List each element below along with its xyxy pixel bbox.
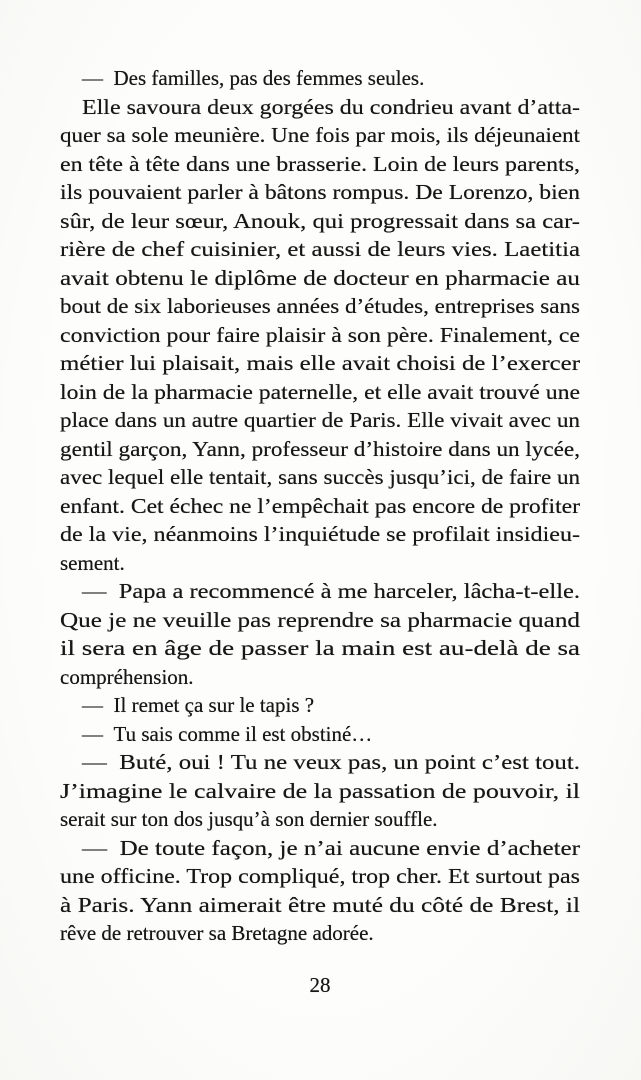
text-line: conviction pour faire plaisir à son père. Finalement, ce bbox=[60, 322, 580, 347]
text-line: métier lui plaisait, mais elle avait choisi de l’exercer bbox=[60, 351, 580, 375]
text-line: ils pouvaient parler à bâtons rompus. De Lorenzo, bien bbox=[60, 180, 580, 204]
text-line: sûr, de leur sœur, Anouk, qui progressait dans sa car- bbox=[60, 208, 580, 233]
text-line: gentil garçon, Yann, professeur d’histoire dans un lycée, bbox=[60, 436, 580, 461]
text-line: avait obtenu le diplôme de docteur en pharmacie au bbox=[60, 265, 580, 290]
text-line: Elle savoura deux gorgées du condrieu avant d’atta- bbox=[82, 94, 580, 119]
text-line: J’imagine le calvaire de la passation de pouvoir, il bbox=[60, 778, 580, 803]
text-line: enfant. Cet échec ne l’empêchait pas encore de profiter bbox=[60, 493, 580, 518]
text-line: à Paris. Yann aimerait être muté du côté de Brest, il bbox=[60, 892, 580, 917]
text-line: Que je ne veuille pas reprendre sa pharmacie quand bbox=[60, 607, 580, 632]
text-line: — Des familles, pas des femmes seules. bbox=[82, 66, 425, 90]
paragraph bbox=[60, 834, 580, 948]
text-line: loin de la pharmacie paternelle, et elle avait trouvé une bbox=[60, 379, 580, 404]
text-line: bout de six laborieuses années d’études, entreprises sans bbox=[60, 294, 580, 318]
text-line: une officine. Trop compliqué, trop cher. Et surtout pas bbox=[60, 864, 580, 888]
text-line: sement. bbox=[60, 550, 125, 575]
text-line: quer sa sole meunière. Une fois par mois, ils déjeunaient bbox=[60, 123, 580, 147]
paragraph bbox=[60, 93, 580, 578]
text-line: de la vie, néanmoins l’inquiétude se profilait insidieu- bbox=[60, 522, 580, 546]
paragraph bbox=[60, 748, 580, 834]
text-line: serait sur ton dos jusqu’à son dernier souffle. bbox=[60, 807, 438, 831]
paragraph bbox=[60, 720, 580, 749]
text-line: rière de chef cuisinier, et aussi de leurs vies. Laetitia bbox=[60, 237, 580, 261]
text-line: — Buté, oui ! Tu ne veux pas, un point c’est tout. bbox=[82, 750, 580, 774]
text-line: rêve de retrouver sa Bretagne adorée. bbox=[60, 921, 374, 945]
page-number: 28 bbox=[309, 973, 331, 997]
text-line: — Papa a recommencé à me harceler, lâcha-t-elle. bbox=[82, 579, 580, 603]
page-text bbox=[60, 64, 580, 948]
text-line: il sera en âge de passer la main est au-delà de sa bbox=[60, 636, 580, 660]
text-line: compréhension. bbox=[60, 664, 194, 689]
text-line: en tête à tête dans une brasserie. Loin de leurs parents, bbox=[60, 151, 580, 176]
paragraph bbox=[60, 64, 580, 93]
text-line: — Tu sais comme il est obstiné… bbox=[82, 721, 373, 746]
paragraph bbox=[60, 577, 580, 691]
text-line: place dans un autre quartier de Paris. Elle vivait avec un bbox=[60, 408, 580, 432]
paragraph bbox=[60, 691, 580, 720]
text-line: — De toute façon, je n’ai aucune envie d’acheter bbox=[82, 835, 580, 860]
text-line: — Il remet ça sur le tapis ? bbox=[82, 693, 315, 717]
text-line: avec lequel elle tentait, sans succès jusqu’ici, de faire un bbox=[60, 465, 580, 489]
